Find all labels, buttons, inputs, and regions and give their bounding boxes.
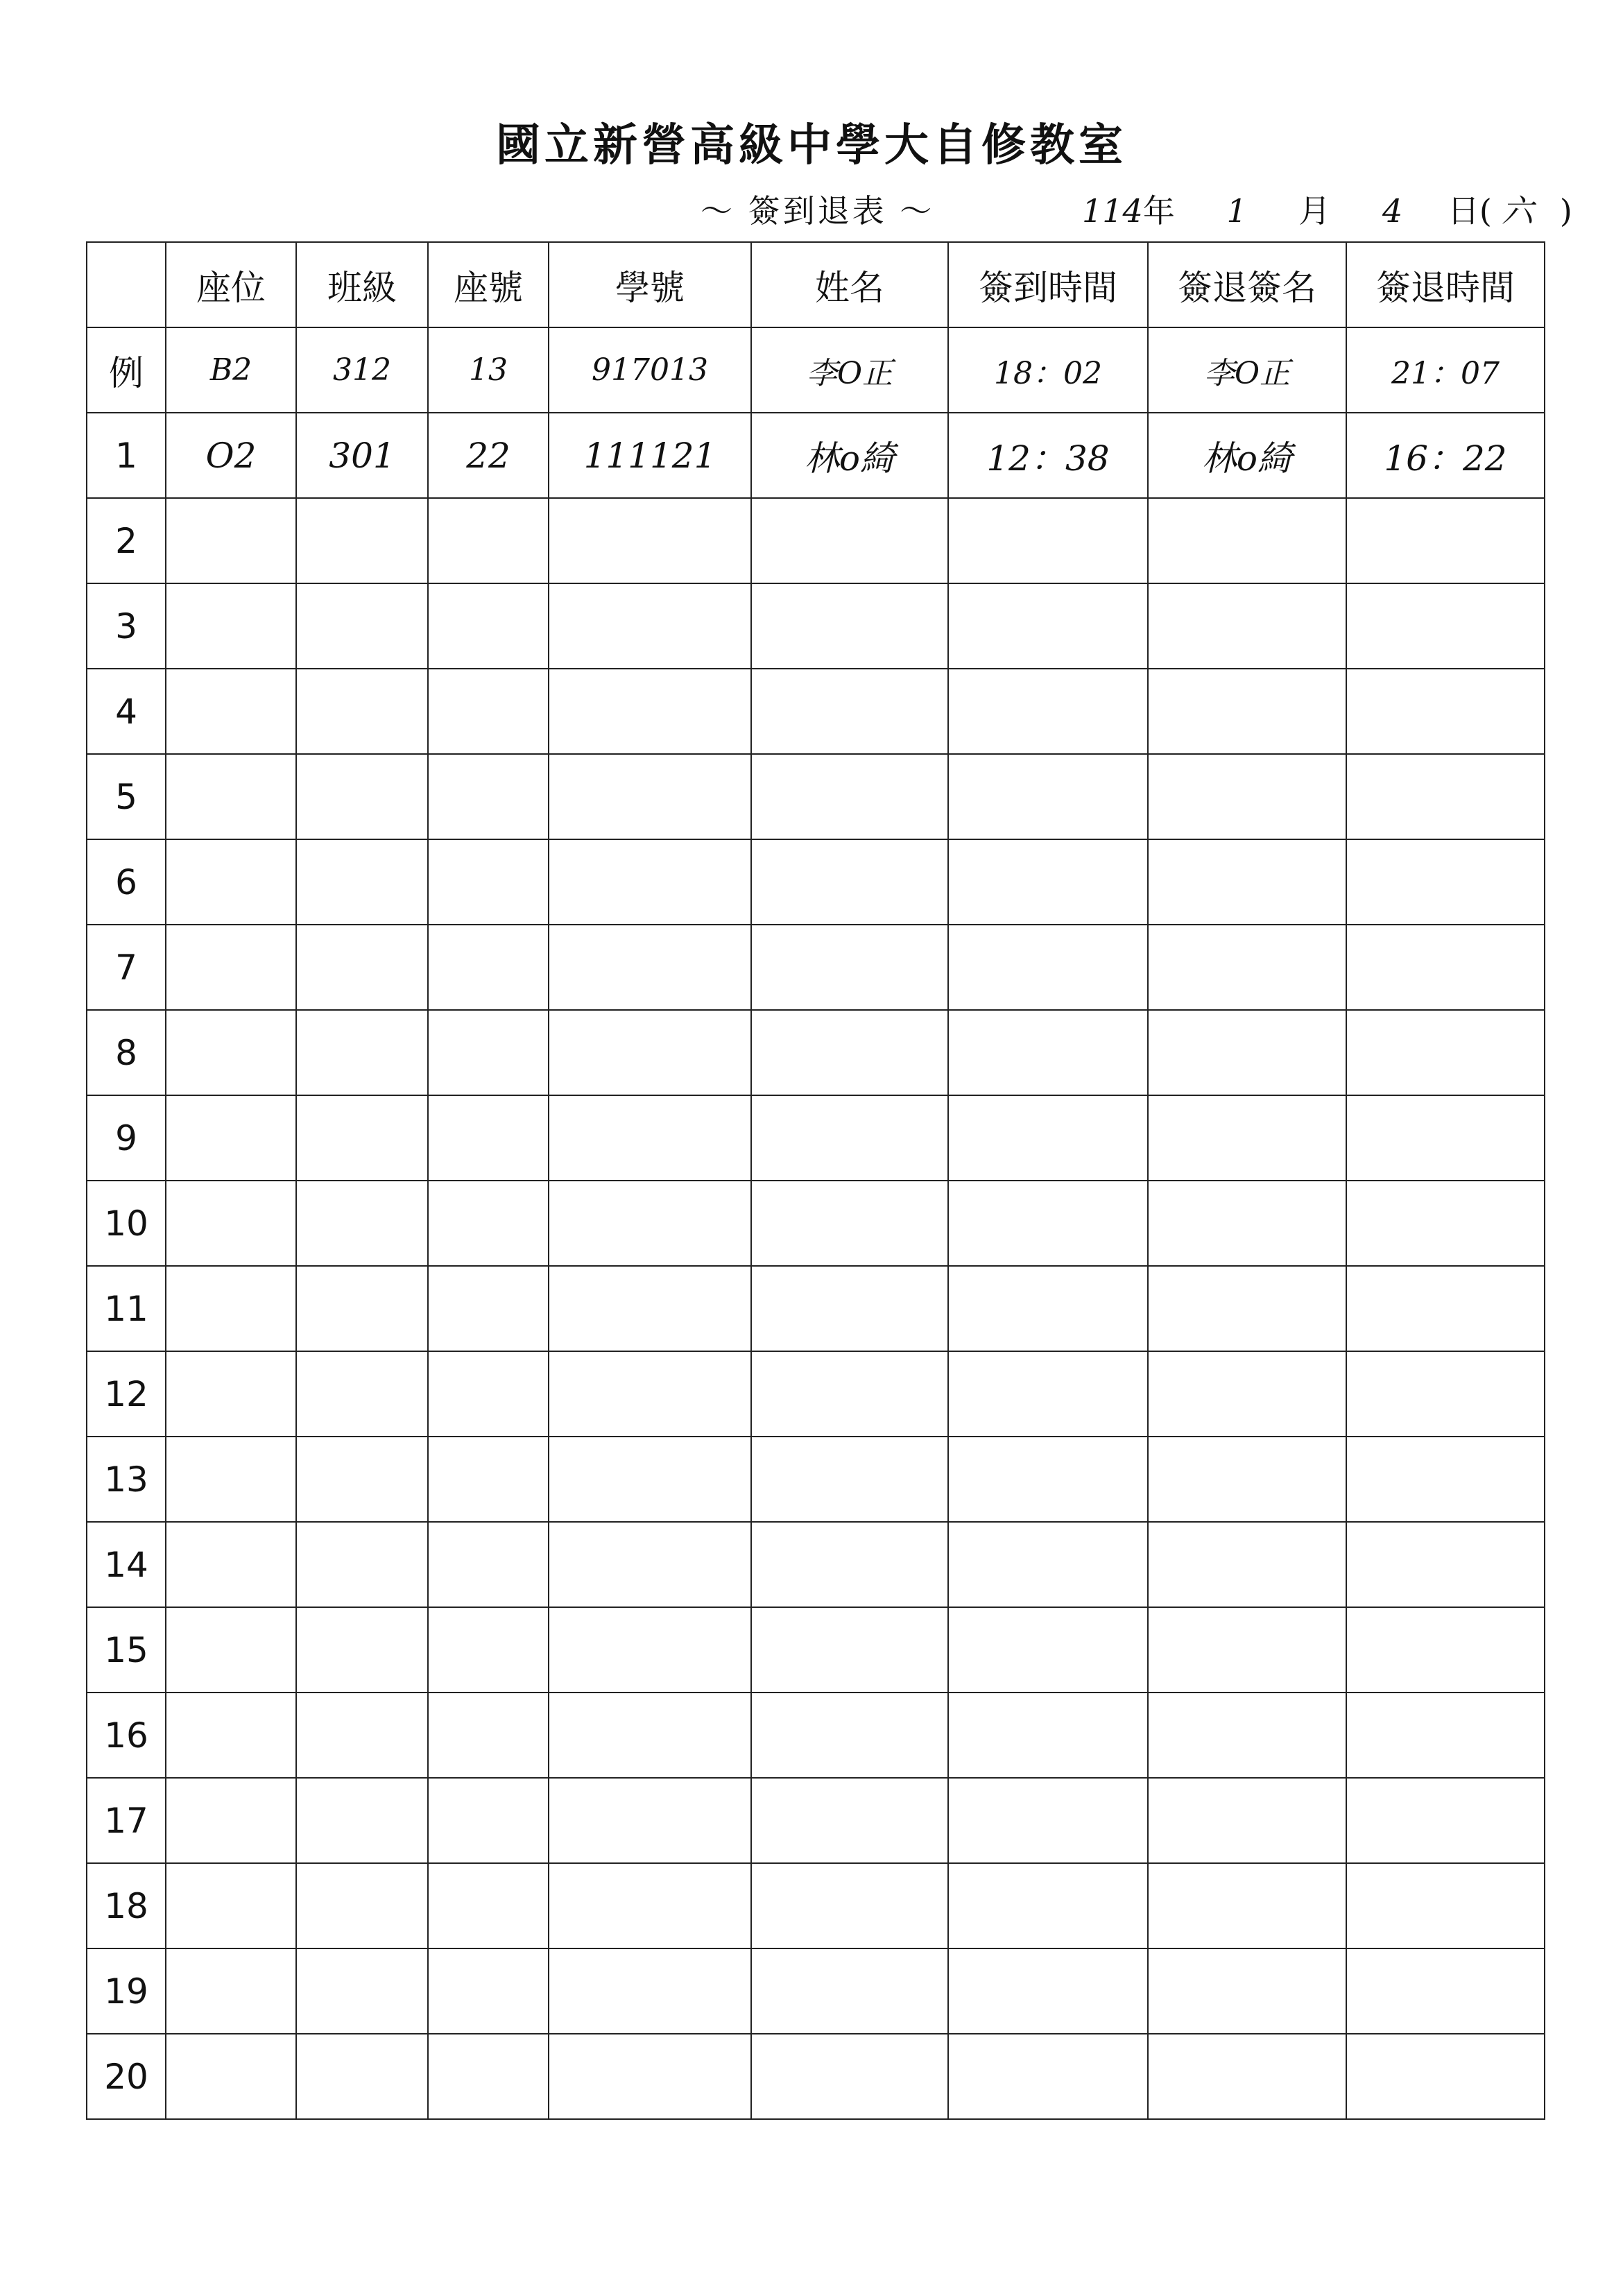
student-id-cell[interactable] [549, 1437, 751, 1522]
student-id-cell[interactable] [549, 1351, 751, 1437]
row-number: 12 [87, 1351, 166, 1437]
seat-number-cell[interactable]: 22 [428, 413, 549, 498]
sign-out-time-cell[interactable] [1346, 1607, 1545, 1693]
sign-in-time-cell[interactable]: 12：38 [948, 413, 1148, 498]
sign-out-signature-cell[interactable] [1148, 754, 1346, 839]
seat-number-cell[interactable] [428, 1948, 549, 2034]
seat-number-cell[interactable] [428, 1693, 549, 1778]
name-cell[interactable] [751, 1181, 948, 1266]
class-cell[interactable] [296, 925, 428, 1010]
table-row [87, 1351, 1545, 1437]
name-cell[interactable]: 林o綺 [751, 413, 948, 498]
sign-out-time-cell[interactable] [1346, 1863, 1545, 1948]
seat-cell[interactable] [166, 583, 296, 669]
table-row [87, 1010, 1545, 1095]
sign-out-time-cell[interactable] [1346, 669, 1545, 754]
weekday-close: ) [1559, 192, 1572, 230]
sign-in-time-cell[interactable] [948, 754, 1148, 839]
sign-in-time-cell[interactable] [948, 1351, 1148, 1437]
row-number: 11 [87, 1266, 166, 1351]
header-sign-out-time: 簽退時間 [1346, 242, 1545, 327]
row-number: 7 [87, 925, 166, 1010]
row-number: 9 [87, 1095, 166, 1181]
name-cell[interactable] [751, 498, 948, 583]
student-id-cell[interactable]: 111121 [549, 413, 751, 498]
name-cell[interactable] [751, 925, 948, 1010]
sign-out-time-cell[interactable] [1346, 754, 1545, 839]
date-month: 1 [1226, 192, 1247, 230]
table-row [87, 1778, 1545, 1863]
example-student-id: 917013 [549, 327, 751, 413]
table-row [87, 1095, 1545, 1181]
date-weekday: 六 [1501, 192, 1534, 230]
class-cell[interactable] [296, 754, 428, 839]
seat-cell[interactable] [166, 1863, 296, 1948]
student-id-cell[interactable] [549, 1948, 751, 2034]
seat-cell[interactable] [166, 1522, 296, 1607]
seat-number-cell[interactable] [428, 1607, 549, 1693]
class-cell[interactable] [296, 1010, 428, 1095]
example-seat-number: 13 [428, 327, 549, 413]
date-day-unit: 日 [1447, 192, 1479, 230]
sign-out-time-cell[interactable] [1346, 1095, 1545, 1181]
name-cell[interactable] [751, 1266, 948, 1351]
seat-number-cell[interactable] [428, 498, 549, 583]
name-cell[interactable] [751, 1095, 948, 1181]
row-number: 8 [87, 1010, 166, 1095]
example-sign-out-signature: 李O正 [1148, 327, 1346, 413]
student-id-cell[interactable] [549, 2034, 751, 2119]
seat-number-cell[interactable] [428, 1351, 549, 1437]
table-row [87, 583, 1545, 669]
name-cell[interactable] [751, 1693, 948, 1778]
sign-out-signature-cell[interactable] [1148, 583, 1346, 669]
name-cell[interactable] [751, 1437, 948, 1522]
class-cell[interactable] [296, 839, 428, 925]
seat-number-cell[interactable] [428, 1010, 549, 1095]
student-id-cell[interactable] [549, 839, 751, 925]
header-row [87, 242, 1545, 327]
class-cell[interactable] [296, 1948, 428, 2034]
date-day: 4 [1382, 192, 1403, 230]
sign-in-time-cell[interactable] [948, 1437, 1148, 1522]
header-cell [87, 242, 166, 327]
student-id-cell[interactable] [549, 1181, 751, 1266]
sign-in-table [86, 241, 1545, 2120]
class-cell[interactable] [296, 583, 428, 669]
seat-cell[interactable] [166, 498, 296, 583]
seat-cell[interactable] [166, 1351, 296, 1437]
table-row [87, 1948, 1545, 2034]
sign-in-time-cell[interactable] [948, 1778, 1148, 1863]
class-cell[interactable] [296, 1095, 428, 1181]
class-cell[interactable] [296, 1693, 428, 1778]
seat-cell[interactable] [166, 2034, 296, 2119]
sign-in-time-cell[interactable] [948, 839, 1148, 925]
example-sign-out-time: 21：07 [1346, 327, 1545, 413]
sign-out-time-cell[interactable] [1346, 1948, 1545, 2034]
sign-out-signature-cell[interactable] [1148, 1266, 1346, 1351]
row-number: 19 [87, 1948, 166, 2034]
sign-in-time-cell[interactable] [948, 498, 1148, 583]
class-cell[interactable] [296, 1778, 428, 1863]
student-id-cell[interactable] [549, 1607, 751, 1693]
example-class: 312 [296, 327, 428, 413]
seat-number-cell[interactable] [428, 754, 549, 839]
seat-cell[interactable] [166, 1948, 296, 2034]
seat-number-cell[interactable] [428, 583, 549, 669]
student-id-cell[interactable] [549, 1266, 751, 1351]
class-cell[interactable] [296, 1266, 428, 1351]
example-label: 例 [87, 327, 166, 413]
date-year-unit: 年 [1142, 192, 1175, 230]
row-number: 3 [87, 583, 166, 669]
table-row [87, 754, 1545, 839]
name-cell[interactable] [751, 839, 948, 925]
sign-out-signature-cell[interactable] [1148, 1522, 1346, 1607]
name-cell[interactable] [751, 1522, 948, 1607]
student-id-cell[interactable] [549, 583, 751, 669]
header-student-id: 學號 [549, 242, 751, 327]
sign-out-signature-cell[interactable] [1148, 1693, 1346, 1778]
table-row [87, 1181, 1545, 1266]
seat-cell[interactable] [166, 1010, 296, 1095]
class-cell[interactable] [296, 1351, 428, 1437]
date-month-unit: 月 [1298, 192, 1331, 230]
table-row [87, 669, 1545, 754]
name-cell[interactable] [751, 1863, 948, 1948]
example-row [87, 327, 1545, 413]
seat-cell[interactable]: O2 [166, 413, 296, 498]
sign-out-signature-cell[interactable] [1148, 1863, 1346, 1948]
header-class: 班級 [296, 242, 428, 327]
seat-number-cell[interactable] [428, 1266, 549, 1351]
row-number: 2 [87, 498, 166, 583]
sign-in-time-cell[interactable] [948, 583, 1148, 669]
seat-cell[interactable] [166, 1095, 296, 1181]
sign-in-time-cell[interactable] [948, 1095, 1148, 1181]
table-row [87, 498, 1545, 583]
table-row [87, 839, 1545, 925]
seat-cell[interactable] [166, 1778, 296, 1863]
sign-out-signature-cell[interactable] [1148, 925, 1346, 1010]
sign-out-signature-cell[interactable] [1148, 1948, 1346, 2034]
class-cell[interactable] [296, 2034, 428, 2119]
seat-number-cell[interactable] [428, 1095, 549, 1181]
row-number: 5 [87, 754, 166, 839]
student-id-cell[interactable] [549, 1693, 751, 1778]
class-cell[interactable] [296, 669, 428, 754]
table-row [87, 1437, 1545, 1522]
student-id-cell[interactable] [549, 1010, 751, 1095]
example-seat: B2 [166, 327, 296, 413]
seat-number-cell[interactable] [428, 1181, 549, 1266]
name-cell[interactable] [751, 1351, 948, 1437]
name-cell[interactable] [751, 2034, 948, 2119]
sign-in-time-cell[interactable] [948, 1863, 1148, 1948]
student-id-cell[interactable] [549, 498, 751, 583]
row-number: 1 [87, 413, 166, 498]
weekday-open: ( [1479, 192, 1492, 230]
table-row [87, 925, 1545, 1010]
page-subtitle: ～ 簽到退表 ～ [701, 192, 935, 230]
sign-out-signature-cell[interactable] [1148, 2034, 1346, 2119]
row-number: 4 [87, 669, 166, 754]
seat-number-cell[interactable] [428, 839, 549, 925]
sign-out-signature-cell[interactable] [1148, 839, 1346, 925]
sign-in-time-cell[interactable] [948, 1010, 1148, 1095]
sign-out-signature-cell[interactable]: 林o綺 [1148, 413, 1346, 498]
student-id-cell[interactable] [549, 925, 751, 1010]
sign-out-signature-cell[interactable] [1148, 1437, 1346, 1522]
class-cell[interactable] [296, 1437, 428, 1522]
sign-in-time-cell[interactable] [948, 1693, 1148, 1778]
sign-out-time-cell[interactable] [1346, 2034, 1545, 2119]
seat-cell[interactable] [166, 754, 296, 839]
name-cell[interactable] [751, 1010, 948, 1095]
row-number: 18 [87, 1863, 166, 1948]
class-cell[interactable] [296, 1607, 428, 1693]
sign-out-signature-cell[interactable] [1148, 669, 1346, 754]
name-cell[interactable] [751, 669, 948, 754]
student-id-cell[interactable] [549, 1522, 751, 1607]
student-id-cell[interactable] [549, 1778, 751, 1863]
sign-in-time-cell[interactable] [948, 1181, 1148, 1266]
sign-out-time-cell[interactable] [1346, 1437, 1545, 1522]
sign-in-time-cell[interactable] [948, 669, 1148, 754]
seat-number-cell[interactable] [428, 925, 549, 1010]
row-number: 17 [87, 1778, 166, 1863]
row-number: 20 [87, 2034, 166, 2119]
row-number: 14 [87, 1522, 166, 1607]
row-number: 6 [87, 839, 166, 925]
sign-out-signature-cell[interactable] [1148, 1095, 1346, 1181]
table-row [87, 1693, 1545, 1778]
header-seat-number: 座號 [428, 242, 549, 327]
name-cell[interactable] [751, 754, 948, 839]
name-cell[interactable] [751, 1607, 948, 1693]
sign-in-time-cell[interactable] [948, 1266, 1148, 1351]
sign-out-time-cell[interactable] [1346, 498, 1545, 583]
class-cell[interactable] [296, 498, 428, 583]
sign-out-time-cell[interactable] [1346, 1693, 1545, 1778]
sign-in-time-cell[interactable] [948, 925, 1148, 1010]
table-row [87, 413, 1545, 498]
sign-out-signature-cell[interactable] [1148, 1351, 1346, 1437]
table-row [87, 1607, 1545, 1693]
example-name: 李O正 [751, 327, 948, 413]
header-name: 姓名 [751, 242, 948, 327]
seat-cell[interactable] [166, 1437, 296, 1522]
name-cell[interactable] [751, 1948, 948, 2034]
table-row [87, 1266, 1545, 1351]
sign-out-time-cell[interactable] [1346, 1351, 1545, 1437]
sign-out-time-cell[interactable] [1346, 1778, 1545, 1863]
class-cell[interactable]: 301 [296, 413, 428, 498]
student-id-cell[interactable] [549, 1863, 751, 1948]
sign-in-time-cell[interactable] [948, 1522, 1148, 1607]
seat-number-cell[interactable] [428, 1437, 549, 1522]
page-title: 國立新營高級中學大自修教室 [496, 119, 1127, 171]
sign-out-time-cell[interactable] [1346, 839, 1545, 925]
seat-number-cell[interactable] [428, 1522, 549, 1607]
student-id-cell[interactable] [549, 1095, 751, 1181]
seat-number-cell[interactable] [428, 1778, 549, 1863]
header-sign-in-time: 簽到時間 [948, 242, 1148, 327]
seat-number-cell[interactable] [428, 2034, 549, 2119]
table-row [87, 1522, 1545, 1607]
sign-out-signature-cell[interactable] [1148, 1181, 1346, 1266]
seat-cell[interactable] [166, 1693, 296, 1778]
name-cell[interactable] [751, 1778, 948, 1863]
class-cell[interactable] [296, 1181, 428, 1266]
date-year: 114 [1082, 192, 1143, 230]
seat-number-cell[interactable] [428, 669, 549, 754]
sign-out-signature-cell[interactable] [1148, 1778, 1346, 1863]
seat-cell[interactable] [166, 669, 296, 754]
sign-out-time-cell[interactable] [1346, 925, 1545, 1010]
sign-out-signature-cell[interactable] [1148, 1607, 1346, 1693]
class-cell[interactable] [296, 1863, 428, 1948]
header-sign-out-signature: 簽退簽名 [1148, 242, 1346, 327]
student-id-cell[interactable] [549, 754, 751, 839]
table-row [87, 2034, 1545, 2119]
sign-out-time-cell[interactable] [1346, 1181, 1545, 1266]
seat-cell[interactable] [166, 925, 296, 1010]
sign-out-time-cell[interactable] [1346, 1010, 1545, 1095]
sign-out-time-cell[interactable] [1346, 1266, 1545, 1351]
sign-out-time-cell[interactable] [1346, 1522, 1545, 1607]
seat-cell[interactable] [166, 1607, 296, 1693]
name-cell[interactable] [751, 583, 948, 669]
sign-in-time-cell[interactable] [948, 2034, 1148, 2119]
row-number: 15 [87, 1607, 166, 1693]
row-number: 13 [87, 1437, 166, 1522]
seat-cell[interactable] [166, 1266, 296, 1351]
table-row [87, 1863, 1545, 1948]
date-line [1082, 186, 1572, 232]
example-sign-in-time: 18：02 [948, 327, 1148, 413]
seat-cell[interactable] [166, 1181, 296, 1266]
seat-cell[interactable] [166, 839, 296, 925]
row-number: 10 [87, 1181, 166, 1266]
sign-out-time-cell[interactable] [1346, 583, 1545, 669]
sign-out-signature-cell[interactable] [1148, 1010, 1346, 1095]
sign-in-time-cell[interactable] [948, 1607, 1148, 1693]
sign-in-time-cell[interactable] [948, 1948, 1148, 2034]
row-number: 16 [87, 1693, 166, 1778]
sign-out-signature-cell[interactable] [1148, 498, 1346, 583]
student-id-cell[interactable] [549, 669, 751, 754]
header-seat: 座位 [166, 242, 296, 327]
sign-out-time-cell[interactable]: 16：22 [1346, 413, 1545, 498]
seat-number-cell[interactable] [428, 1863, 549, 1948]
class-cell[interactable] [296, 1522, 428, 1607]
